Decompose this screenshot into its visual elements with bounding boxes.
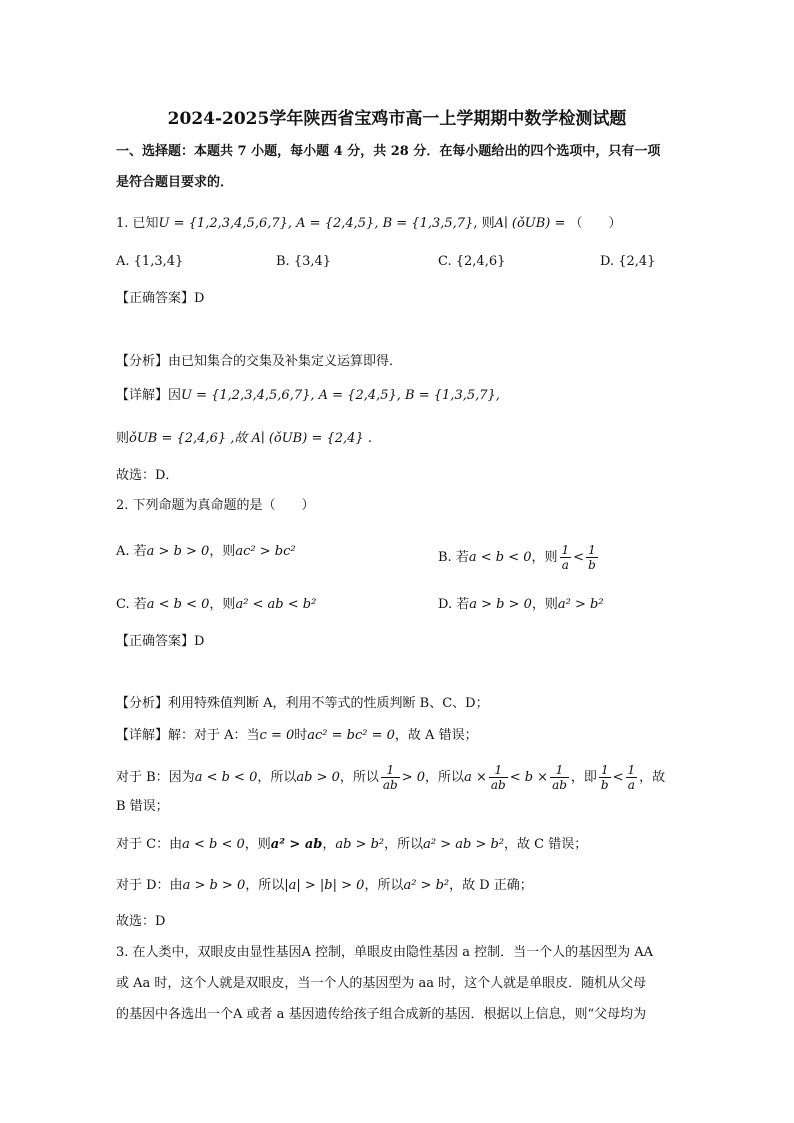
q2-d-text1: ，所以 bbox=[245, 878, 285, 893]
q1-stem bbox=[116, 215, 622, 233]
q2-b-frac-ab1 bbox=[381, 763, 400, 792]
q2-c-text4: ，故 C 错误； bbox=[504, 837, 588, 852]
q2-opt-a-text2: ，则 bbox=[209, 544, 236, 559]
q2-b-frac-ab1-den: ab bbox=[382, 778, 398, 792]
q2-detail-d bbox=[116, 877, 533, 895]
q2-opt-b-frac1-den: a bbox=[561, 558, 569, 572]
q2-opt-b-frac2-den: b bbox=[588, 558, 596, 572]
q2-opt-a-math1: a > b > 0 bbox=[146, 544, 210, 559]
q2-opt-d-text: D. 若 bbox=[438, 597, 470, 612]
q2-answer: 【正确答案】D bbox=[116, 634, 205, 649]
q2-option-c bbox=[116, 596, 316, 614]
q2-opt-c-math1: a < b < 0 bbox=[146, 597, 210, 612]
q2-detail-text: 【详解】解：对于 A：当 bbox=[116, 728, 260, 743]
q2-opt-c-text: C. 若 bbox=[116, 597, 147, 612]
q2-c-math3: ab > b² bbox=[335, 837, 385, 852]
q1-option-b: B. {3,4} bbox=[276, 254, 332, 269]
q2-c-math1: a < b < 0 bbox=[182, 837, 245, 852]
q2-b-frac-a bbox=[626, 763, 638, 792]
q2-opt-d-text2: ，则 bbox=[531, 597, 558, 612]
q2-b-frac-b-den: b bbox=[600, 778, 609, 792]
q2-b-frac-ab2-den: ab bbox=[490, 778, 506, 792]
q2-analysis: 【分析】利用特殊值判断 A，利用不等式的性质判断 B、C、D； bbox=[116, 696, 489, 711]
q2-b-frac-b-num: 1 bbox=[599, 763, 611, 778]
q2-detail-a bbox=[116, 727, 478, 745]
q1-stem-math: U = {1,2,3,4,5,6,7}, A = {2,4,5}, B = {1,3,5,7} bbox=[158, 216, 474, 231]
q1-choose: 故选：D． bbox=[116, 468, 179, 483]
q2-opt-b-text: B. 若 bbox=[438, 550, 469, 565]
q2-b-frac-ab2-num: 1 bbox=[489, 763, 508, 778]
q2-b-math4a: a × bbox=[464, 770, 487, 785]
q2-stem: 2. 下列命题为真命题的是（ ） bbox=[116, 498, 315, 513]
q2-detail-math1: c = 0 bbox=[259, 728, 295, 743]
q2-d-math2: |a| > |b| > 0 bbox=[284, 878, 365, 893]
q2-opt-b-frac2 bbox=[586, 543, 598, 572]
q2-b-frac-ab3-num: 1 bbox=[550, 763, 569, 778]
q2-c-text3: ，所以 bbox=[384, 837, 424, 852]
q1-detail2-math: ǒUB = {2,4,6} ,故 A∣ (ǒUB) = {2,4} . bbox=[129, 431, 372, 446]
q2-b-math1: a < b < 0 bbox=[194, 770, 258, 785]
q2-c-text2: ， bbox=[322, 837, 336, 852]
section-heading-line1: 一、选择题：本题共 7 小题，每小题 4 分，共 28 分．在每小题给出的四个选项中，只有一项 bbox=[116, 144, 661, 159]
q3-line2: 或 Aa 时，这个人就是双眼皮，当一个人的基因型为 aa 时，这个人就是单眼皮．随机从父母 bbox=[116, 976, 647, 991]
q2-opt-b-text2: ，则 bbox=[531, 550, 558, 565]
q2-opt-c-text2: ，则 bbox=[209, 597, 236, 612]
q2-b-math3: > 0 bbox=[401, 770, 426, 785]
q2-c-math4: a² > ab > b² bbox=[423, 837, 505, 852]
q2-b-text1: ，所以 bbox=[257, 770, 297, 785]
q2-opt-d-math2: a² > b² bbox=[557, 597, 604, 612]
q2-c-text: 对于 C：由 bbox=[116, 837, 183, 852]
q1-stem-text2: , 则 bbox=[473, 216, 495, 231]
q2-c-text1: ，则 bbox=[244, 837, 271, 852]
q1-option-d: D. {2,4} bbox=[600, 254, 656, 269]
q2-choose: 故选：D bbox=[116, 914, 166, 929]
q1-answer-paren: （ ） bbox=[569, 216, 622, 231]
q2-opt-b-frac1-num: 1 bbox=[561, 543, 570, 557]
q2-option-a bbox=[116, 543, 296, 561]
q2-d-math3: a² > b² bbox=[403, 878, 450, 893]
q2-b-text5: ，故 bbox=[639, 770, 666, 785]
q2-d-text2: ，所以 bbox=[364, 878, 404, 893]
q2-b-frac-b bbox=[599, 763, 611, 792]
q2-opt-a-math2: ac² > bc² bbox=[235, 544, 296, 559]
q2-detail-b-wrong: B 错误； bbox=[116, 799, 169, 814]
q2-d-text: 对于 D：由 bbox=[116, 878, 183, 893]
q2-detail-math2: ac² = bc² = 0 bbox=[307, 728, 395, 743]
q2-detail-text3: ，故 A 错误； bbox=[394, 728, 478, 743]
q2-b-math2: ab > 0 bbox=[296, 770, 340, 785]
q2-d-text3: ，故 D 正确； bbox=[449, 878, 533, 893]
q2-b-frac-ab3 bbox=[550, 763, 569, 792]
q1-detail-text: 【详解】因 bbox=[116, 388, 182, 403]
q2-option-b: B. 若a < b < 0，则 $\frac{1}{a}$ < $\frac{1}{b}$ bbox=[438, 543, 596, 572]
q1-answer: 【正确答案】D bbox=[116, 291, 205, 306]
q2-b-math4b: < b × bbox=[509, 770, 549, 785]
q2-opt-d-math1: a > b > 0 bbox=[469, 597, 532, 612]
q2-b-frac-a-den: a bbox=[627, 778, 635, 792]
q1-stem-text: 1. 已知 bbox=[116, 216, 159, 231]
q2-d-math1: a > b > 0 bbox=[182, 878, 246, 893]
q1-option-a: A. {1,3,4} bbox=[116, 254, 184, 269]
q2-detail-b: 对于 B：因为a < b < 0，所以ab > 0，所以 $\frac{1}{ab}$ > 0，所以a × $\frac{1}{ab}$ < b × $\frac{1}{ab}$ ，即 $\frac{1}{b}$ < $\frac{1}{a}$ ，故 bbox=[116, 763, 666, 792]
q3-line1: 3. 在人类中，双眼皮由显性基因A 控制，单眼皮由隐性基因 a 控制．当一个人的基因型为 AA bbox=[116, 945, 653, 960]
q1-option-c: C. {2,4,6} bbox=[438, 254, 506, 269]
q3-line3: 的基因中各选出一个A 或者 a 基因遗传给孩子组合成新的基因．根据以上信息，则“父母均为 bbox=[116, 1007, 647, 1022]
q1-detail-2 bbox=[116, 430, 372, 448]
q1-stem-math2: A∣ (ǒUB) = bbox=[494, 216, 566, 231]
q2-b-text3: ，所以 bbox=[425, 770, 465, 785]
q2-option-d bbox=[438, 596, 604, 614]
q1-analysis: 【分析】由已知集合的交集及补集定义运算即得． bbox=[116, 354, 403, 369]
q2-opt-b-frac1 bbox=[560, 543, 572, 572]
q2-opt-a-text: A. 若 bbox=[116, 544, 147, 559]
q2-detail-c bbox=[116, 836, 587, 854]
q1-detail2-text: 则 bbox=[116, 431, 130, 446]
q2-opt-c-math2: a² < ab < b² bbox=[235, 597, 317, 612]
page-title: 2024-2025学年陕西省宝鸡市高一上学期期中数学检测试题 bbox=[167, 109, 627, 129]
q2-c-math2: a² > ab bbox=[270, 837, 323, 852]
q2-opt-b-math1: a < b < 0 bbox=[468, 550, 532, 565]
q2-b-frac-a-num: 1 bbox=[627, 763, 636, 777]
q2-b-text: 对于 B：因为 bbox=[116, 770, 195, 785]
q2-detail-text2: 时 bbox=[294, 728, 308, 743]
section-heading-line2: 是符合题目要求的． bbox=[116, 175, 234, 190]
q2-opt-b-frac2-num: 1 bbox=[586, 543, 598, 558]
q1-detail bbox=[116, 387, 500, 405]
q2-b-frac-ab2 bbox=[489, 763, 508, 792]
q2-b-frac-ab3-den: ab bbox=[552, 778, 567, 792]
q2-b-text2: ，所以 bbox=[339, 770, 379, 785]
q1-detail-math: U = {1,2,3,4,5,6,7}, A = {2,4,5}, B = {1,3,5,7}, bbox=[181, 388, 500, 403]
q2-b-frac-ab1-num: 1 bbox=[381, 763, 400, 778]
q2-b-text4: ，即 bbox=[570, 770, 597, 785]
